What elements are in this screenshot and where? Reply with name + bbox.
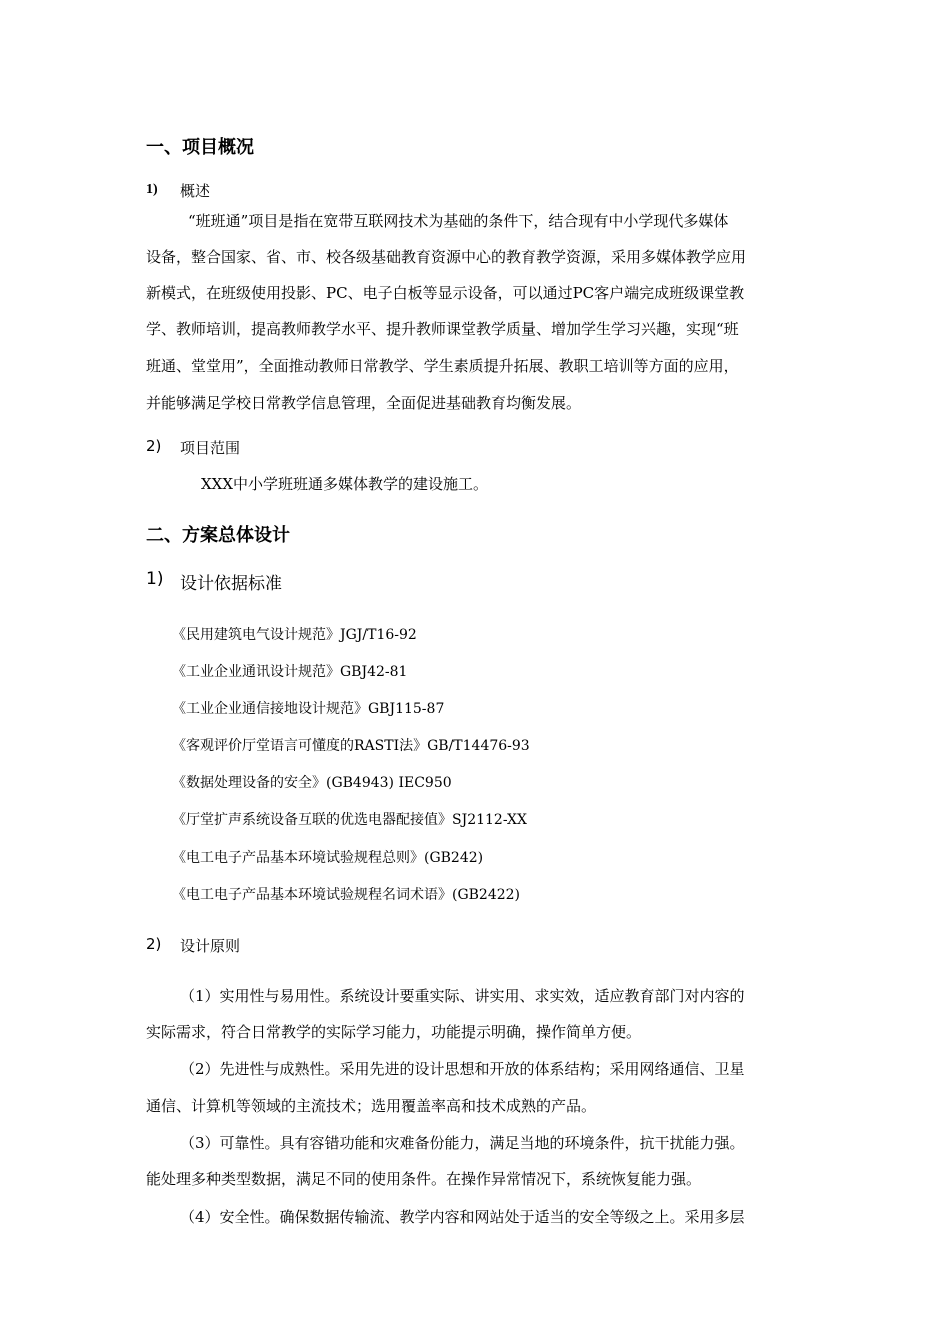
paragraph-line: 并能够满足学校日常教学信息管理，全面促进基础教育均衡发展。 — [146, 394, 582, 412]
paragraph-line: 班通、堂堂用”，全面推动教师日常教学、学生素质提升拓展、教职工培训等方面的应用， — [146, 357, 739, 375]
section-2-title: 二、方案总体设计 — [146, 525, 290, 546]
paragraph-line: 新模式，在班级使用投影、PC、电子白板等显示设备，可以通过PC客户端完成班级课堂教 — [146, 284, 745, 302]
paragraph-line: 设备，整合国家、省、市、校各级基础教育资源中心的教育教学资源，采用多媒体教学应用 — [146, 248, 747, 266]
paragraph-line: （1）实用性与易用性。系统设计要重实际、讲实用、求实效，适应教育部门对内容的 — [180, 987, 745, 1005]
project-scope-text: XXX中小学班班通多媒体教学的建设施工。 — [201, 475, 489, 493]
paragraph-line: （3）可靠性。具有容错功能和灾难备份能力，满足当地的环境条件，抗干扰能力强。 — [180, 1134, 745, 1152]
subsection-2-1-number: 1) — [146, 569, 164, 589]
section-1-title: 一、项目概况 — [146, 137, 254, 158]
paragraph-line: （2）先进性与成熟性。采用先进的设计思想和开放的体系结构；采用网络通信、卫星 — [180, 1060, 745, 1078]
subsection-2-2-title: 设计原则 — [180, 937, 241, 955]
subsection-2-2-number: 2) — [146, 935, 162, 953]
standard-item: 《电工电子产品基本环境试验规程名词术语》(GB2422) — [172, 887, 521, 903]
subsection-1-2-number: 2) — [146, 437, 162, 455]
standard-item: 《厅堂扩声系统设备互联的优选电器配接值》SJ2112-XX — [172, 812, 527, 828]
paragraph-line: 实际需求，符合日常教学的实际学习能力，功能提示明确，操作简单方便。 — [146, 1023, 642, 1041]
subsection-1-1-title: 概述 — [180, 182, 211, 200]
paragraph-line: （4）安全性。确保数据传输流、教学内容和网站处于适当的安全等级之上。采用多层 — [180, 1208, 745, 1226]
paragraph-line: “班班通”项目是指在宽带互联网技术为基础的条件下，结合现有中小学现代多媒体 — [188, 212, 729, 230]
subsection-2-1-title: 设计依据标准 — [180, 574, 282, 594]
paragraph-line: 通信、计算机等领域的主流技术；选用覆盖率高和技术成熟的产品。 — [146, 1097, 597, 1115]
standard-item: 《工业企业通讯设计规范》GBJ42-81 — [172, 664, 408, 680]
standard-item: 《数据处理设备的安全》(GB4943) IEC950 — [172, 775, 452, 791]
standard-item: 《民用建筑电气设计规范》JGJ/T16-92 — [172, 627, 417, 643]
subsection-1-1-number: 1) — [146, 182, 158, 197]
subsection-1-2-title: 项目范围 — [180, 439, 241, 457]
paragraph-line: 能处理多种类型数据，满足不同的使用条件。在操作异常情况下，系统恢复能力强。 — [146, 1170, 702, 1188]
standard-item: 《客观评价厅堂语言可懂度的RASTI法》GB/T14476-93 — [172, 738, 530, 754]
standard-item: 《电工电子产品基本环境试验规程总则》(GB242) — [172, 850, 484, 866]
standard-item: 《工业企业通信接地设计规范》GBJ115-87 — [172, 701, 445, 717]
paragraph-line: 学、教师培训，提高教师教学水平、提升教师课堂教学质量、增加学生学习兴趣，实现“班 — [146, 320, 739, 338]
